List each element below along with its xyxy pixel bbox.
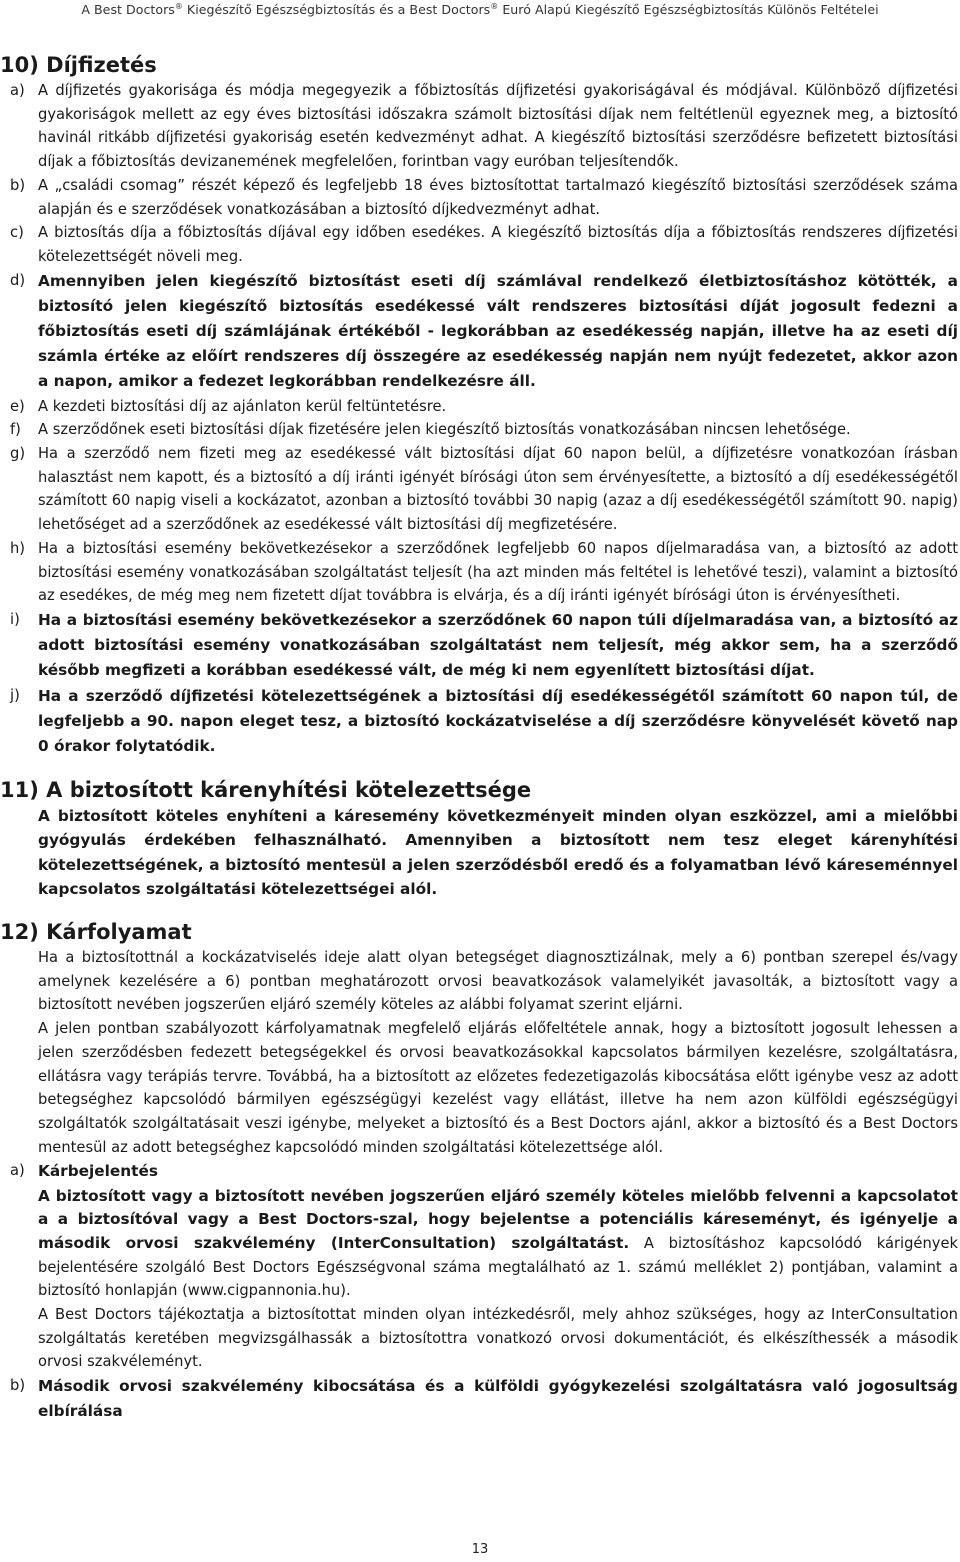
section-10-item-b [0,174,958,221]
item-heading: Második orvosi szakvélemény kibocsátása és a külföldi gyógykezelési szolgáltatásra való jogosultság elbírálása [38,1377,958,1421]
item-marker: j) [10,686,20,704]
section-10-item-f [0,418,958,442]
section-12-item-a-paragraph-2: A Best Doctors tájékoztatja a biztosítottat minden olyan intézkedésről, mely ahhoz szükséges, hogy az InterConsultation szolgáltatás keretében megvizsgálhassák a biztosítottra vonatkozó orvosi dokumentációt, és elkészíthessék a második orvosi szakvéleményt. [38,1306,958,1371]
page-header [0,2,960,17]
section-12-item-a-body [0,1185,958,1304]
item-a-bold-text: A biztosított vagy a biztosított nevében jogszerűen eljáró személy köteles mielőbb felvenni a kapcsolatot a a biztosítóval vagy a Best Doctors-szal, hogy bejelentse a potenciális káreseményt, és igényelje a második orvosi szakvélemény (InterConsultation) szolgáltatást. [38,1186,958,1252]
item-text: Ha a biztosítási esemény bekövetkezésekor a szerződőnek legfeljebb 60 napos díjelmaradása van, a biztosító az adott biztosítási esemény vonatkozásában szolgáltatást teljesít (ha azt minden más feltétel is lehetővé teszi), valamint a biztosító az esedékes, de még meg nem fizetett díjat továbbra is elvárja, és a díj iránti igényét bírósági úton is érvényesítheti. [38,539,958,605]
item-marker: a) [10,82,25,99]
item-a-regular-text: A biztosításhoz kapcsolódó kárigények bejelentésére szolgáló Best Doctors Egészségvonal száma megtalálható az 1. számú melléklet 2) pontjában, valamint a biztosító honlapján (www.cigpannonia.hu). [38,1234,958,1300]
section-12-title: 12) Kárfolyamat [0,920,192,944]
item-text: Amennyiben jelen kiegészítő biztosítást eseti díj számlával rendelkező életbiztosításhoz kötötték, a biztosító jelen kiegészítő biztosítás esedékessé vált rendszeres biztosítási díját jogosult fedezni a főbiztosítás eseti díj számlájának értékéből - legkorábban az esedékesség napján, illetve ha az eseti díj számla értéke az előírt rendszeres díj összegére az esedékesség napján nem nyújt fedezetet, akkor azon a napon, amikor a fedezet legkorábban rendelkezésre áll. [38,271,958,391]
item-text: Ha a szerződő díjfizetési kötelezettségének a biztosítási díj esedékességétől számított 60 napon túl, de legfeljebb a 90. napon eleget tesz, a biztosító kockázatviselése a díj szerződésre könyvelését követő nap 0 órakor folytatódik. [38,686,958,755]
section-11-text: A biztosított köteles enyhíteni a káresemény következményeit minden olyan eszközzel, ami a mielőbbi gyógyulás érdekében felhasználható. Amennyiben a biztosított nem tesz eleget kárenyhítési kötelezettségének, a biztosító mentesül a jelen szerződésből eredő és a folyamatban lévő káreseménnyel kapcsolatos szolgáltatási kötelezettségei alól. [38,807,958,898]
item-marker: e) [10,397,25,415]
section-10-title: 10) Díjfizetés [0,53,157,77]
header-part-3: Euró Alapú Kiegészítő Egészségbiztosítás Különös Feltételei [498,2,879,18]
section-12-paragraph-2: A jelen pontban szabályozott kárfolyamatnak megfelelő eljárás előfeltétele annak, hogy a biztosított jogosult lehessen a jelen szerződésben fedezett betegségekkel és orvosi beavatkozásokkal kapcsolatos bármilyen kezelésre, szolgáltatásra, ellátásra vagy terápiás tervre. Továbbá, ha a biztosított az előzetes fedezetigazolás kibocsátása előtt igénybe vesz az adott betegséghez kapcsolódó bármilyen egészségügyi kezelést vagy ellátást, illetve ha nem azon külföldi egészségügyi szolgáltatók szolgáltatásait veszi igénybe, melyeket a biztosító és a Best Doctors ajánl, akkor a biztosító és a Best Doctors mentesül az adott betegséghez kapcsolódó minden szolgáltatási kötelezettsége alól. [38,1020,958,1156]
section-10-item-d [0,269,958,395]
section-11-title: 11) A biztosított kárenyhítési kötelezettsége [0,778,532,803]
section-10-item-h [0,537,958,608]
section-10-item-e [0,395,958,419]
item-marker: b) [10,1377,26,1395]
page-number: 13 [471,1542,489,1557]
section-10-item-c [0,221,958,268]
item-marker: b) [10,176,26,194]
header-part-1: A Best Doctors [81,2,175,18]
item-marker: h) [10,539,26,557]
section-10-item-j [0,684,958,760]
item-text: A biztosítás díja a főbiztosítás díjával egy időben esedékes. A kiegészítő biztosítás díja a főbiztosítás rendszeres díjfizetési kötelezettségét növeli meg. [38,224,958,265]
item-text: A kezdeti biztosítási díj az ajánlaton kerül feltüntetésre. [38,397,447,415]
item-marker: g) [10,445,26,463]
item-marker: i) [10,610,20,628]
registered-mark: ® [174,2,183,11]
item-marker: c) [10,224,24,242]
item-text: A díjfizetés gyakorisága és módja megegyezik a főbiztosítás díjfizetési gyakoriságával és módjával. Különböző díjfizetési gyakoriságok mellett az egy éves biztosítási időszakra számolt biztosítási díjak nem feltétlenül egyeznek meg, a biztosító havinál ritkább díjfizetési gyakoriság esetén kedvezményt adhat. A kiegészítő biztosítási szerződésre befizetett biztosítási díjak a főbiztosítás devizanemének megfelelően, forintban vagy euróban teljesítendők. [38,82,958,171]
item-text: A szerződőnek eseti biztosítási díjak fizetésére jelen kiegészítő biztosítás vonatkozásában nincsen lehetősége. [38,421,851,439]
item-text: Ha a biztosítási esemény bekövetkezésekor a szerződőnek 60 napon túli díjelmaradása van, a biztosító az adott biztosítási esemény vonatkozásában szolgáltatást nem teljesít, még akkor sem, ha a szerződő később megfizeti a korábban esedékessé vált, de még ki nem egyenlített biztosítási díjat. [38,610,958,680]
item-marker: d) [10,271,26,289]
section-10-item-a [0,79,958,174]
section-10-item-g [0,442,958,537]
item-marker: f) [10,421,21,439]
item-text: A „családi csomag” részét képező és legfeljebb 18 éves biztosítottat tartalmazó kiegészítő biztosítási szerződések száma alapján és e szerződések vonatkozásában a biztosító díjkedvezményt adhat. [38,176,958,218]
section-12-item-a-heading [0,1159,958,1184]
section-10-item-i [0,608,958,684]
section-12-paragraph-1: Ha a biztosítottnál a kockázatviselés ideje alatt olyan betegséget diagnosztizálnak, mely a 6) pontban szerepel és/vagy amelynek kezelésére a 6) pontban meghatározott orvosi beavatkozások valamelyikét javasolták, a biztosított vagy a biztosított nevében jogszerűen eljáró személy köteles az alábbi folyamat szerint eljárni. [38,949,958,1014]
item-marker: a) [10,1162,25,1180]
document-body [0,52,958,1425]
header-part-2: Kiegészítő Egészségbiztosítás és a Best Doctors [182,2,491,18]
section-12-item-b-heading [0,1374,958,1424]
registered-mark: ® [490,2,499,11]
item-text: Ha a szerződő nem fizeti meg az esedékessé vált biztosítási díjat 60 napon belül, a díjfizetésre vonatkozóan írásban halasztást nem kapott, és a biztosító a díj iránti igényét bírósági úton sem érvényesítette, a biztosító a díj esedékességétől számított 60 napig viseli a kockázatot, azonban a biztosító további 30 napig (azaz a díj esedékességétől számított 90. napig) lehetőséget ad a szerződőnek az esedékessé vált biztosítási díj megfizetésére. [38,445,958,534]
item-heading: Kárbejelentés [38,1162,158,1181]
